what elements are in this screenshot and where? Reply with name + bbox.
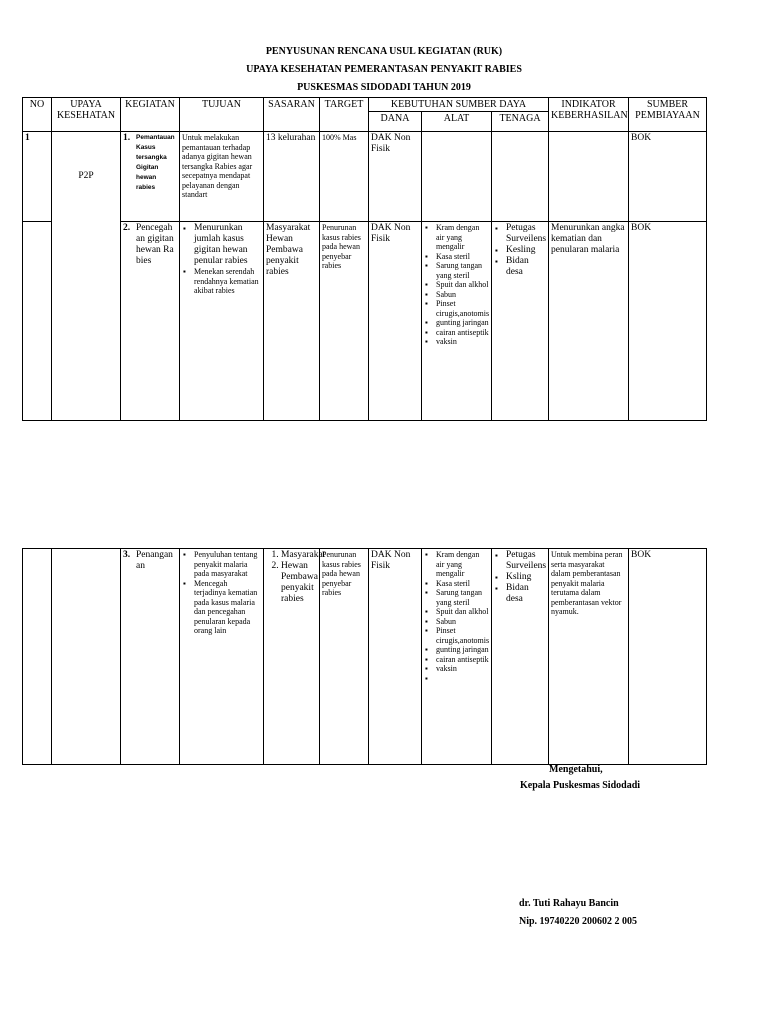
row-tenaga: [492, 549, 549, 765]
list-item: ▪ Ksling: [494, 572, 546, 583]
table-row: [23, 549, 707, 765]
list-item: ▪ Kasa steril: [424, 579, 489, 589]
list-item: ▪ Penyuluhan tentang penyakit malaria pada masyarakat: [182, 550, 261, 579]
list-item: ▪ Petugas Surveilens: [494, 550, 546, 572]
list-item: ▪ vaksin: [424, 337, 489, 347]
row-tujuan: [180, 549, 264, 765]
row-sumber: BOK: [629, 549, 707, 765]
list-item: ▪ Kasa steril: [424, 252, 489, 262]
row-alat: [422, 222, 492, 421]
table-row: [23, 222, 707, 421]
row-kegiatan: [121, 132, 180, 222]
list-item: ▪ gunting jaringan: [424, 318, 489, 328]
list-item: ▪ gunting jaringan: [424, 645, 489, 655]
row-upaya: [52, 222, 121, 421]
row-dana: DAK Non Fisik: [369, 132, 422, 222]
table-row: [23, 132, 707, 222]
ruk-table-2: [22, 548, 707, 765]
kegiatan-text: Pemantauan Kasus tersangka Gigitan hewan rabies: [136, 134, 175, 191]
doc-title-line1: PENYUSUNAN RENCANA USUL KEGIATAN (RUK): [265, 46, 503, 57]
row-upaya: [52, 549, 121, 765]
row-dana: DAK Non Fisik: [369, 549, 422, 765]
signature-position: Kepala Puskesmas Sidodadi: [520, 780, 641, 791]
col-tujuan: TUJUAN: [180, 98, 264, 132]
row-no: 1: [23, 132, 52, 222]
list-item: ▪ Bidan desa: [494, 583, 546, 605]
signature-known: Mengetahui,: [549, 764, 603, 775]
row-tenaga: [492, 222, 549, 421]
col-sasaran: SASARAN: [264, 98, 320, 132]
list-item: ▪ Petugas Surveilens: [494, 223, 546, 245]
col-kebutuhan: KEBUTUHAN SUMBER DAYA: [369, 98, 549, 112]
list-item: ▪ Sarung tangan yang steril: [424, 588, 489, 607]
row-target: Penurunan kasus rabies pada hewan penyebar rabies: [320, 549, 369, 765]
row-upaya: P2P: [52, 132, 121, 222]
list-item: ▪ Mencegah terjadinya kematian pada kasus malaria dan pencegahan penularan kepada orang lain: [182, 579, 261, 636]
kegiatan-text: Penanganan: [136, 550, 173, 571]
row-sasaran: [264, 549, 326, 765]
signature-name: dr. Tuti Rahayu Bancin: [519, 898, 619, 909]
col-sumber: SUMBER PEMBIAYAAN: [629, 98, 707, 132]
list-item: ▪ Pinset cirugis,anotomis: [424, 299, 489, 318]
row-no: [23, 222, 52, 421]
row-alat: [422, 132, 492, 222]
row-indikator: Menurunkan angka kematian dan penularan malaria: [549, 222, 629, 421]
col-dana: DANA: [369, 112, 422, 132]
list-item: [424, 674, 489, 684]
list-item: ▪ Sabun: [424, 617, 489, 627]
list-item: ▪ Sabun: [424, 290, 489, 300]
row-tujuan: Untuk melakukan pemantauan terhadap adanya gigitan hewan tersangka Rabies agar secepatnya mendapat pelayanan dengan standart: [180, 132, 264, 222]
list-item: ▪ vaksin: [424, 664, 489, 674]
kegiatan-number: 1.: [123, 133, 131, 143]
kegiatan-number: 2.: [123, 223, 131, 233]
row-target: 100% Mas: [320, 132, 369, 222]
kegiatan-number: 3.: [123, 550, 131, 560]
list-item: ▪ Kesling: [494, 245, 546, 256]
row-sasaran: 13 kelurahan: [264, 132, 320, 222]
list-item: 1. Masyarakat: [281, 550, 317, 561]
list-item: ▪ cairan antiseptik: [424, 328, 489, 338]
ruk-table-1: [22, 97, 707, 421]
col-target: TARGET: [320, 98, 369, 132]
row-indikator: Untuk membina peran serta masyarakat dalam pemberantasan penyakit malaria terutama dalam pemberantasan vektor nyamuk.: [549, 549, 629, 765]
kegiatan-text: Pencegahan gigitan hewan Rabies: [136, 223, 174, 266]
doc-title-line2: UPAYA KESEHATAN PEMERANTASAN PENYAKIT RABIES: [246, 64, 522, 75]
row-kegiatan: [121, 549, 180, 765]
list-item: ▪ Kram dengan air yang mengalir: [424, 550, 489, 579]
row-alat: [422, 549, 492, 765]
row-tenaga: [492, 132, 549, 222]
list-item: ▪ Spuit dan alkhol: [424, 607, 489, 617]
col-no: NO: [23, 98, 52, 132]
list-item: ▪ Sarung tangan yang steril: [424, 261, 489, 280]
signature-nip: Nip. 19740220 200602 2 005: [519, 916, 638, 927]
list-item: 2. Hewan Pembawa penyakit rabies: [281, 561, 317, 605]
row-kegiatan: [121, 222, 180, 421]
col-alat: ALAT: [422, 112, 492, 132]
row-tujuan: [180, 222, 264, 421]
col-kegiatan: KEGIATAN: [121, 98, 180, 132]
row-sumber: BOK: [629, 222, 707, 421]
list-item: ▪ Kram dengan air yang mengalir: [424, 223, 489, 252]
row-target: Penurunan kasus rabies pada hewan penyebar rabies: [320, 222, 369, 421]
row-sumber: BOK: [629, 132, 707, 222]
col-indikator: INDIKATOR KEBERHASILAN: [549, 98, 629, 132]
row-no: [23, 549, 52, 765]
row-dana: DAK Non Fisik: [369, 222, 422, 421]
list-item: ▪ cairan antiseptik: [424, 655, 489, 665]
row-indikator: [549, 132, 629, 222]
doc-title-line3: PUSKESMAS SIDODADI TAHUN 2019: [297, 82, 471, 93]
col-upaya: UPAYA KESEHATAN: [52, 98, 121, 132]
list-item: ▪ Bidan desa: [494, 256, 546, 278]
list-item: ▪ Menurunkan jumlah kasus gigitan hewan penular rabies: [182, 223, 261, 267]
list-item: ▪ Menekan serendah rendahnya kematian akibat rabies: [182, 267, 261, 296]
col-tenaga: TENAGA: [492, 112, 549, 132]
row-sasaran: Masyarakat Hewan Pembawa penyakit rabies: [264, 222, 320, 421]
list-item: ▪ Spuit dan alkhol: [424, 280, 489, 290]
list-item: ▪ Pinset cirugis,anotomis: [424, 626, 489, 645]
